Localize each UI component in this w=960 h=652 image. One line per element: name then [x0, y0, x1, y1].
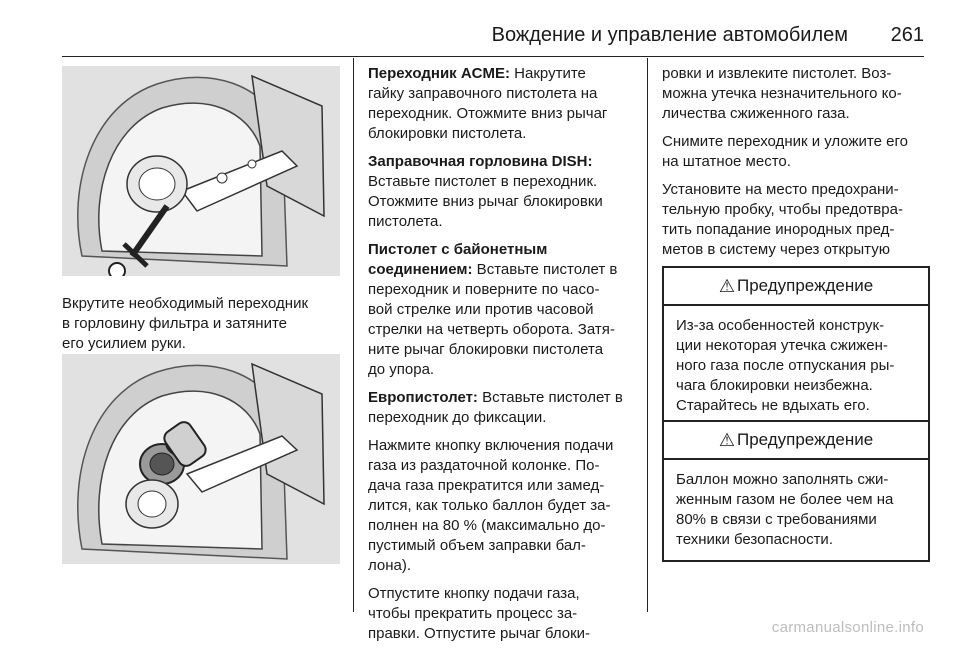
page-title: Вождение и управление автомобилем — [491, 24, 848, 46]
text-acme: Накрутите гайку заправочного пистолета на переходник. Отожмите вниз рычаг блокировки пистолета. — [368, 65, 608, 142]
term-acme: Переходник ACME: — [368, 65, 511, 82]
middle-column — [368, 64, 640, 652]
text-dish: Вставьте пистолет в переходник. Отожмите вниз рычаг блокировки пистолета. — [368, 173, 603, 230]
figure-adapter-screw-in — [62, 66, 340, 276]
paragraph-dish — [368, 152, 640, 232]
paragraph-stow-adapter: Снимите переходник и уложите его на штатное место. — [662, 133, 908, 170]
column-divider-left — [353, 58, 354, 612]
watermark: carmanualsonline.info — [771, 619, 924, 636]
warning-header — [664, 268, 928, 306]
warning-icon: ⚠ — [718, 429, 735, 450]
term-bayonet: Пистолет с байонетным соединением: — [368, 241, 548, 278]
right-column — [662, 64, 934, 288]
fuel-door-illustration-2 — [62, 354, 340, 564]
warning-text: Из-за особенностей конструк- ции некоторая утечка сжижен- ного газа после отпускания ры- чага блокировки неизбежна. Старайтесь не вдыхать его. — [676, 317, 895, 414]
term-dish: Заправочная горловина DISH: — [368, 153, 593, 170]
warning-box-1 — [662, 266, 930, 428]
paragraph-release-button: Отпустите кнопку подачи газа, чтобы прекратить процесс за- правки. Отпустите рычаг блоки- — [368, 585, 591, 642]
figure-nozzle-connected — [62, 354, 340, 564]
warning-title: Предупреждение — [736, 276, 874, 295]
page-header — [0, 0, 960, 56]
paragraph-remove-nozzle: ровки и извлеките пистолет. Воз- можна утечка незначительного ко- личества сжиженного газа. — [662, 65, 902, 122]
figure-caption: Вкрутите необходимый переходник в горловину фильтра и затяните его усилием руки. — [62, 295, 309, 352]
warning-icon: ⚠ — [718, 275, 735, 296]
paragraph-euro — [368, 388, 640, 428]
warning-header — [664, 422, 928, 460]
warning-box-2 — [662, 420, 930, 562]
text-bayonet: Вставьте пистолет в переходник и поверните по часо- вой стрелке или против часовой стрелки на четверть оборота. Затя- ните рычаг блокировки пистолета до упора. — [368, 261, 618, 378]
paragraph-install-cap: Установите на место предохрани- тельную пробку, чтобы предотвра- тить попадание инородных пред- метов в систему через открытую — [662, 181, 903, 258]
column-divider-right — [647, 58, 648, 612]
warning-text: Баллон можно заполнять сжи- женным газом не более чем на 80% в связи с требованиями техники безопасности. — [676, 471, 894, 548]
term-euro: Европистолет: — [368, 389, 478, 406]
text-euro: Вставьте пистолет в переходник до фиксации. — [368, 389, 623, 426]
header-rule — [62, 56, 924, 57]
fuel-door-illustration-1 — [62, 66, 340, 276]
paragraph-bayonet — [368, 240, 640, 380]
warning-title: Предупреждение — [736, 430, 874, 449]
paragraph-press-button: Нажмите кнопку включения подачи газа из раздаточной колонке. По- дача газа прекратится или замед- лится, как только баллон будет за- полнен на 80 % (максимально до- пустимый объем заправки бал- лона). — [368, 437, 614, 574]
paragraph-acme — [368, 64, 640, 144]
page-number: 261 — [890, 24, 924, 46]
